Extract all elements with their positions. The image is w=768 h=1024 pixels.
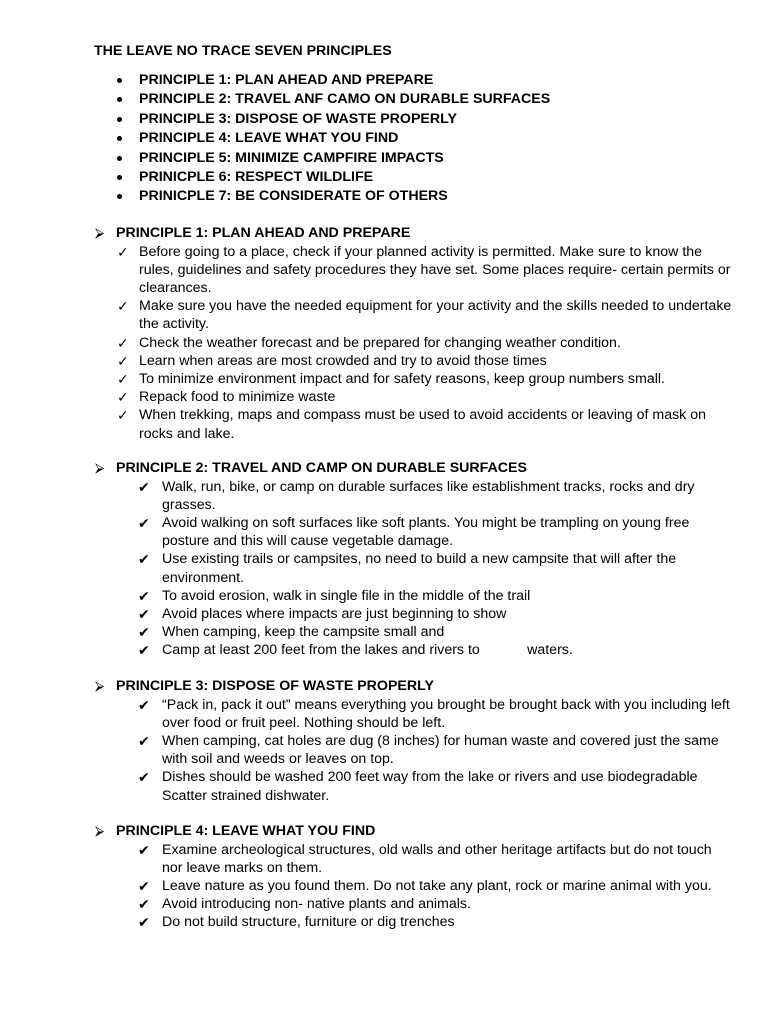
checklist-item: ✓ Learn when areas are most crowded and try to avoid those times	[117, 352, 547, 369]
checklist-item: ✔ To avoid erosion, walk in single file in the middle of the trail	[138, 587, 531, 604]
summary-item: PRINCIPLE 5: MINIMIZE CAMPFIRE IMPACTS	[0, 149, 768, 168]
principles-summary-list	[0, 71, 768, 207]
check-icon: ✓	[117, 370, 129, 387]
checklist-item: ✔ Walk, run, bike, or camp on durable surfaces like establishment tracks, rocks and dry grasses.	[138, 478, 699, 513]
checklist-item: ✔ Avoid walking on soft surfaces like soft plants. You might be trampling on young free posture and this will cause vegetable damage.	[138, 514, 694, 550]
summary-item: PRINCIPLE 4: LEAVE WHAT YOU FIND	[0, 129, 768, 148]
bullet-icon	[117, 117, 122, 122]
arrow-bullet-icon: ⮚	[95, 678, 105, 693]
check-icon: ✔	[138, 877, 150, 894]
checklist-item: ✓ To minimize environment impact and for safety reasons, keep group numbers small.	[117, 370, 665, 387]
check-icon: ✓	[117, 352, 129, 369]
checklist-item: ✔ Examine archeological structures, old walls and other heritage artifacts but do not touch nor leave marks on them.	[138, 841, 716, 876]
summary-item: PRINCIPLE 1: PLAN AHEAD AND PREPARE	[0, 71, 768, 90]
principle-4-section	[0, 822, 768, 932]
checklist-item: ✓ Repack food to minimize waste	[117, 389, 336, 406]
document-title: THE LEAVE NO TRACE SEVEN PRINCIPLES	[94, 43, 392, 59]
checklist-item: ✔ Avoid introducing non- native plants and animals.	[138, 896, 471, 913]
check-icon: ✓	[117, 389, 129, 406]
summary-item: PRINCIPLE 2: TRAVEL ANF CAMO ON DURABLE SURFACES	[0, 90, 768, 109]
principle-2-section	[0, 459, 768, 660]
checklist-item: ✓ Check the weather forecast and be prepared for changing weather condition.	[117, 334, 621, 351]
checklist-item: ✔ Leave nature as you found them. Do not take any plant, rock or marine animal with you.	[138, 877, 712, 894]
bullet-icon	[117, 78, 122, 83]
checklist-item: ✔ Do not build structure, furniture or dig trenches	[138, 914, 455, 931]
bullet-icon	[117, 136, 122, 141]
summary-item: PRINICPLE 6: RESPECT WILDLIFE	[0, 168, 768, 187]
checklist-item: ✔ Avoid places where impacts are just beginning to show	[138, 605, 507, 622]
principle-3-section	[0, 677, 768, 805]
check-icon: ✓	[117, 334, 129, 351]
check-icon: ✔	[138, 642, 150, 659]
check-icon: ✓	[117, 407, 129, 424]
arrow-bullet-icon: ⮚	[95, 460, 105, 475]
check-icon: ✔	[138, 914, 150, 931]
checklist-item: ✔ When camping, cat holes are dug (8 inches) for human waste and covered just the same with soil and weeds or leaves on top.	[138, 732, 723, 768]
section-heading: ⮚ PRINCIPLE 2: TRAVEL AND CAMP ON DURABLE SURFACES	[95, 460, 527, 476]
arrow-bullet-icon: ⮚	[95, 225, 105, 240]
summary-item: PRINCIPLE 3: DISPOSE OF WASTE PROPERLY	[0, 110, 768, 129]
bullet-icon	[117, 194, 122, 199]
checklist-item: ✔ “Pack in, pack it out” means everything you brought be brought back with you including left over food or fruit peel. Nothing should be left.	[138, 696, 734, 731]
check-icon: ✔	[138, 896, 150, 913]
check-icon: ✔	[138, 696, 150, 713]
bullet-icon	[117, 175, 122, 180]
check-icon: ✔	[138, 605, 150, 622]
check-icon: ✔	[138, 587, 150, 604]
checklist-item: ✓ When trekking, maps and compass must be used to avoid accidents or leaving of mask on rocks and lake.	[117, 407, 710, 442]
check-icon: ✔	[138, 514, 150, 531]
checklist-item: ✔ Use existing trails or campsites, no need to build a new campsite that will after the environment.	[138, 551, 681, 586]
check-icon: ✓	[117, 298, 129, 315]
checklist-item: ✔ Dishes should be washed 200 feet way from the lake or rivers and use biodegradable Scatter strained dishwater.	[138, 769, 749, 804]
bullet-icon	[117, 97, 122, 102]
checklist-item: ✔ When camping, keep the campsite small and	[138, 624, 445, 641]
check-icon: ✔	[138, 732, 150, 749]
checklist-item: ✓ Make sure you have the needed equipment for your activity and the skills needed to undertake the activity.	[117, 298, 736, 333]
check-icon: ✔	[138, 841, 150, 858]
check-icon: ✔	[138, 551, 150, 568]
checklist-item: ✔ Camp at least 200 feet from the lakes and rivers to waters.	[138, 642, 573, 659]
checklist-item: ✓ Before going to a place, check if your planned activity is permitted. Make sure to know the rules, guidelines and safety procedures they have set. Some places require- certain permits or clearances.	[117, 243, 735, 296]
section-heading: ⮚ PRINCIPLE 3: DISPOSE OF WASTE PROPERLY	[95, 678, 434, 694]
check-icon: ✔	[138, 769, 150, 786]
section-heading: ⮚ PRINCIPLE 4: LEAVE WHAT YOU FIND	[95, 823, 376, 839]
check-icon: ✔	[138, 478, 150, 495]
summary-item: PRINICPLE 7: BE CONSIDERATE OF OTHERS	[0, 187, 768, 206]
arrow-bullet-icon: ⮚	[95, 823, 105, 838]
principle-1-section	[0, 224, 768, 443]
section-heading: ⮚ PRINCIPLE 1: PLAN AHEAD AND PREPARE	[95, 225, 411, 241]
bullet-icon	[117, 156, 122, 161]
check-icon: ✓	[117, 243, 129, 260]
check-icon: ✔	[138, 624, 150, 641]
